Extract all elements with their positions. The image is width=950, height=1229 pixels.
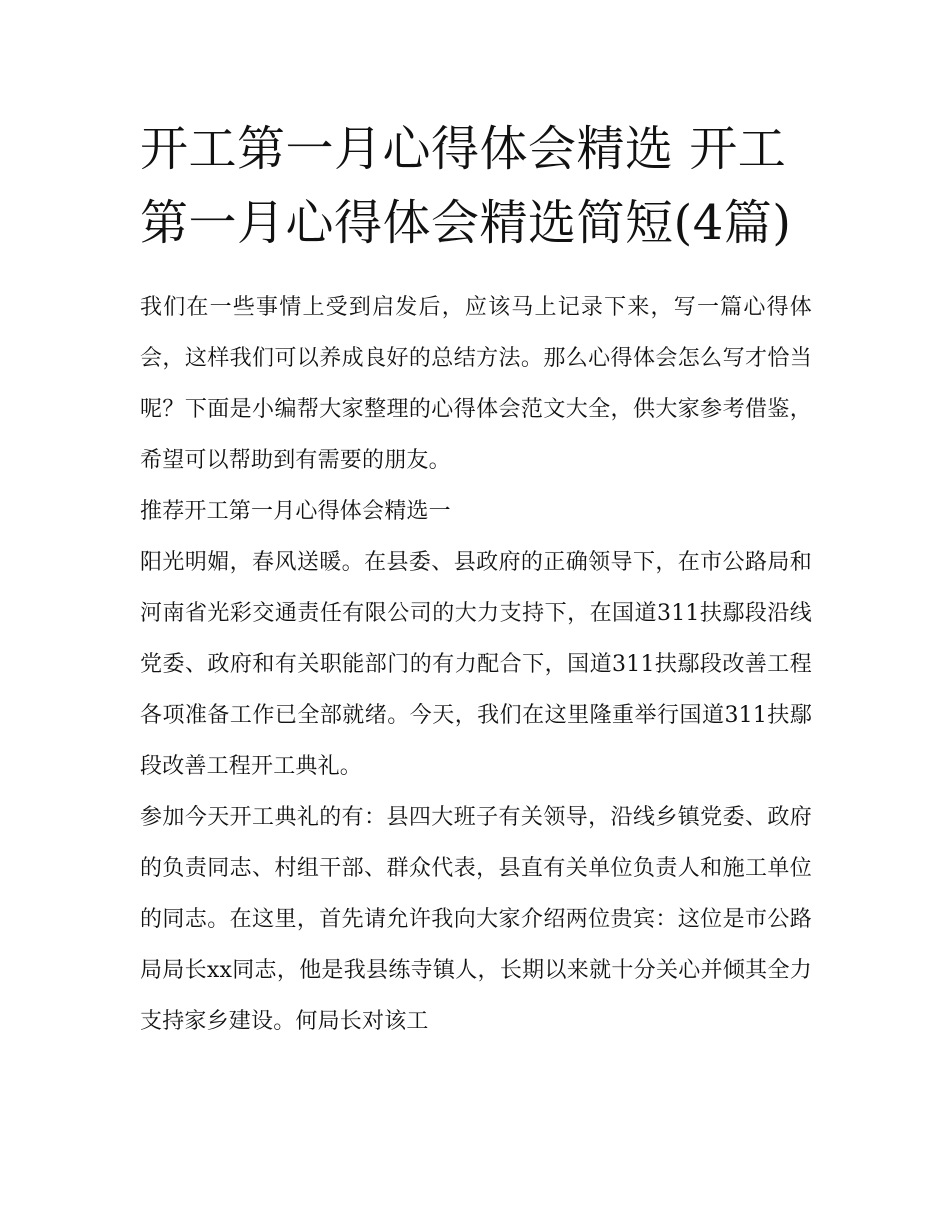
document-page bbox=[140, 112, 812, 1047]
body-paragraph: 参加今天开工典礼的有：县四大班子有关领导，沿线乡镇党委、政府的负责同志、村组干部、群众代表，县直有关单位负责人和施工单位的同志。在这里，首先请允许我向大家介绍两位贵宾：这位是市公路局局长xx同志，他是我县练寺镇人，长期以来就十分关心并倾其全力支持家乡建设。何局长对该工 bbox=[140, 805, 812, 1034]
section-heading: 推荐开工第一月心得体会精选一 bbox=[140, 499, 451, 524]
intro-paragraph: 我们在一些事情上受到启发后，应该马上记录下来，写一篇心得体会，这样我们可以养成良好的总结方法。那么心得体会怎么写才恰当呢？下面是小编帮大家整理的心得体会范文大全，供大家参考借鉴，希望可以帮助到有需要的朋友。 bbox=[140, 295, 812, 473]
document-body bbox=[140, 282, 812, 1047]
body-paragraph: 阳光明媚，春风送暖。在县委、县政府的正确领导下，在市公路局和河南省光彩交通责任有限公司的大力支持下，在国道311扶鄢段沿线党委、政府和有关职能部门的有力配合下，国道311扶鄢段改善工程各项准备工作已全部就绪。今天，我们在这里隆重举行国道311扶鄢段改善工程开工典礼。 bbox=[140, 550, 812, 779]
document-title: 开工第一月心得体会精选 开工第一月心得体会精选简短(4篇) bbox=[140, 121, 792, 251]
